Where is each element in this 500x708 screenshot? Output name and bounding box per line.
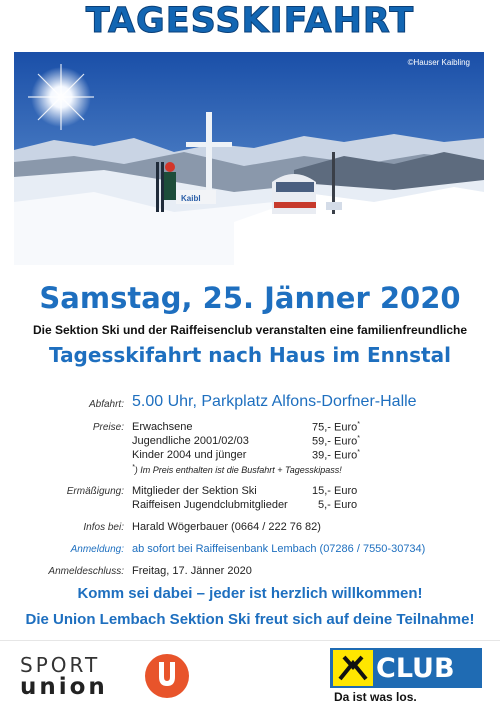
discount-row-name: Raiffeisen Jugendclubmitglieder <box>132 499 288 511</box>
union-logo-text: union <box>20 674 108 700</box>
price-row-value <box>312 449 360 462</box>
prices-label: Preise: <box>92 422 124 433</box>
event-date: Samstag, 25. Jänner 2020 <box>39 281 461 315</box>
departure-label: Abfahrt: <box>88 399 124 410</box>
ski-photo <box>14 52 484 265</box>
sport-union-logo <box>20 650 200 704</box>
club-tagline: Da ist was los. <box>334 690 417 704</box>
price-row-name: Erwachsene <box>132 421 193 433</box>
svg-text:Kaibl: Kaibl <box>181 194 201 203</box>
footer-divider <box>0 640 500 641</box>
discount-label: Ermäßigung: <box>66 486 124 497</box>
raiffeisen-gable-icon <box>332 649 374 687</box>
info-label: Infos bei: <box>83 522 124 533</box>
price-row-name: Jugendliche 2001/02/03 <box>132 435 249 447</box>
registration-value: ab sofort bei Raiffeisenbank Lembach (07286 / 7550-30734) <box>132 543 426 555</box>
intro-text: Die Sektion Ski und der Raiffeisenclub veranstalten eine familienfreundliche <box>32 323 468 337</box>
price-row-value <box>312 435 360 448</box>
discount-row-value: 15,- Euro <box>312 485 358 497</box>
discount-row-value: 5,- Euro <box>318 499 358 511</box>
registration-label: Anmeldung: <box>70 544 124 555</box>
price-footnote-mark: * <box>357 435 360 442</box>
call-to-action-line2: Die Union Lembach Sektion Ski freut sich auf deine Teilnahme! <box>25 611 475 628</box>
price-amount: 75,- Euro <box>312 421 358 434</box>
club-logo-text: CLUB <box>376 653 455 684</box>
price-note-text: ) Im Preis enthalten ist die Busfahrt + Tagesskipass! <box>134 465 342 475</box>
price-note <box>132 464 342 475</box>
price-row-value <box>312 421 360 434</box>
photo-credit: ©Hauser Kaibling <box>407 58 470 67</box>
mountain-scene-image <box>14 52 484 265</box>
page-title: TAGESSKIFAHRT <box>85 1 415 41</box>
price-amount: 59,- Euro <box>312 435 358 448</box>
price-note-mark: * <box>132 464 135 471</box>
event-subtitle: Tagesskifahrt nach Haus im Ennstal <box>49 343 451 367</box>
price-row-name: Kinder 2004 und jünger <box>132 449 247 461</box>
deadline-label: Anmeldeschluss: <box>48 566 124 577</box>
union-u-icon <box>144 653 190 699</box>
raiffeisen-club-logo <box>330 648 482 705</box>
price-amount: 39,- Euro <box>312 449 358 462</box>
price-footnote-mark: * <box>357 449 360 456</box>
info-value: Harald Wögerbauer (0664 / 222 76 82) <box>132 521 321 533</box>
deadline-value: Freitag, 17. Jänner 2020 <box>132 565 252 577</box>
discount-row-name: Mitglieder der Sektion Ski <box>132 485 257 497</box>
call-to-action-line1: Komm sei dabei – jeder ist herzlich willkommen! <box>77 585 423 602</box>
departure-value: 5.00 Uhr, Parkplatz Alfons-Dorfner-Halle <box>132 393 417 410</box>
price-footnote-mark: * <box>357 421 360 428</box>
sport-logo-text: SPORT <box>20 653 101 677</box>
